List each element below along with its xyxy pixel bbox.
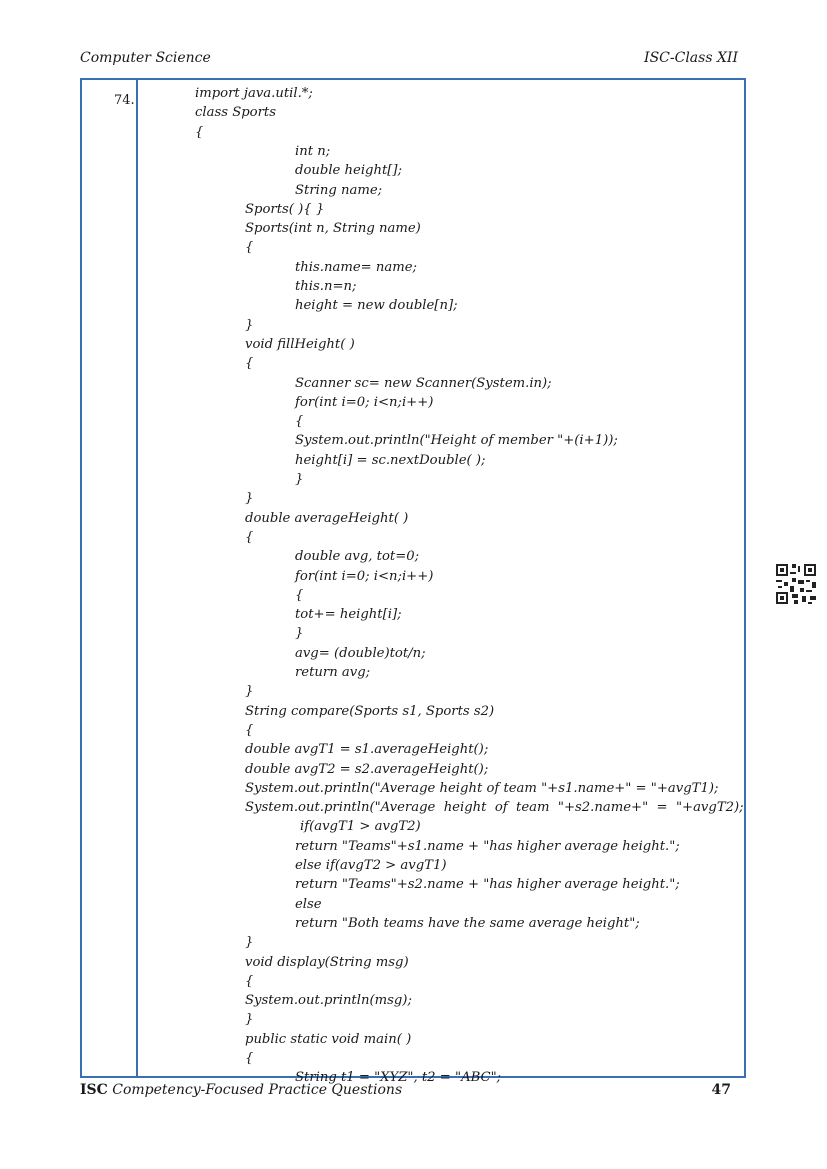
code-line: } (245, 935, 254, 951)
code-line: return avg; (295, 665, 371, 680)
code-line: } (295, 472, 304, 487)
code-line: class Sports (195, 105, 276, 121)
code-line: double averageHeight( ) (245, 510, 409, 526)
code-line: void fillHeight( ) (245, 336, 355, 352)
code-line: { (245, 1051, 254, 1066)
code-line: void display(String msg) (245, 954, 409, 970)
code-line: System.out.println(msg); (245, 993, 412, 1009)
code-line: this.name= name; (295, 259, 417, 275)
code-line: double avgT1 = s1.averageHeight(); (245, 742, 489, 758)
code-line: avg= (double)tot/n; (295, 645, 426, 661)
code-line: double avg, tot=0; (295, 549, 420, 565)
code-line: else if(avgT2 > avgT1) (295, 858, 447, 873)
code-line: import java.util.*; (195, 86, 313, 101)
code-line: } (245, 684, 254, 700)
code-line: } (245, 317, 254, 333)
code-line: height = new double[n]; (295, 298, 458, 314)
code-line: else (295, 896, 322, 912)
code-line: int n; (295, 143, 331, 159)
code-line: { (245, 529, 254, 545)
code-line: return "Teams"+s1.name + "has higher average height."; (295, 838, 680, 854)
code-line: { (295, 587, 304, 603)
code-line: for(int i=0; i<n;i++) (295, 394, 434, 410)
code-line: double height[]; (295, 163, 403, 179)
header-class: ISC-Class XII (644, 50, 738, 66)
code-line: System.out.println("Average height of team "+s1.name+" = "+avgT1); (245, 780, 719, 796)
code-line: } (245, 491, 254, 507)
code-line: { (195, 124, 204, 140)
code-line: String t1 = "XYZ", t2 = "ABC"; (295, 1070, 502, 1086)
code-line: this.n=n; (295, 279, 357, 294)
code-line: Sports(int n, String name) (245, 221, 421, 237)
code-line: Sports( ){ } (245, 201, 325, 217)
code-line: String name; (295, 182, 383, 198)
code-line: public static void main( ) (245, 1031, 412, 1047)
code-line: for(int i=0; i<n;i++) (295, 568, 434, 584)
code-line: if(avgT1 > avgT2) (300, 819, 421, 835)
code-line: { (245, 973, 254, 989)
code-line: { (245, 722, 254, 738)
footer-board: ISC (80, 1082, 108, 1098)
code-line: tot+= height[i]; (295, 607, 402, 623)
code-line: { (245, 240, 254, 256)
qr-code-icon (776, 564, 816, 604)
question-number: 74. (114, 93, 135, 108)
page-number: 47 (711, 1082, 731, 1098)
code-line: double avgT2 = s2.averageHeight(); (245, 761, 489, 777)
footer-subtitle: Competency-Focused Practice Questions (112, 1082, 403, 1098)
code-line: height[i] = sc.nextDouble( ); (295, 452, 486, 468)
code-line: return "Teams"+s2.name + "has higher average height."; (295, 877, 680, 893)
code-line: { (295, 414, 304, 430)
code-line: } (295, 626, 304, 642)
code-line: return "Both teams have the same average height"; (295, 915, 640, 931)
code-line: Scanner sc= new Scanner(System.in); (295, 375, 552, 391)
column-divider (136, 80, 138, 1076)
code-line: { (245, 356, 254, 372)
footer-title (80, 1082, 402, 1098)
code-line: System.out.println("Average height of team "+s2.name+" = "+avgT2); (245, 800, 744, 816)
header-subject: Computer Science (80, 50, 211, 66)
code-line: String compare(Sports s1, Sports s2) (245, 703, 495, 719)
code-line: } (245, 1012, 254, 1028)
code-line: System.out.println("Height of member "+(i+1)); (295, 433, 618, 449)
